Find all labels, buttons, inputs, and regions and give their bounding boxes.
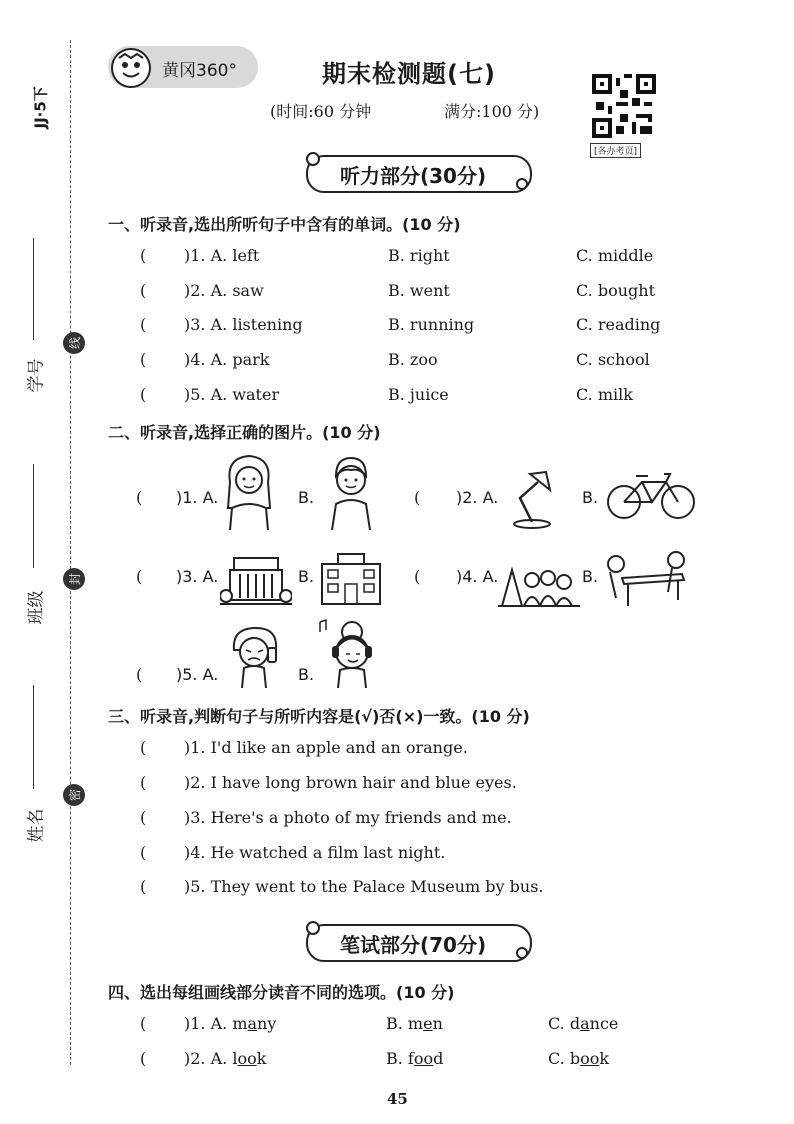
s1-q5-c: C. milk [576,385,633,404]
answer-bracket[interactable]: ( [140,315,147,334]
seal-mark-secret: 密 [63,784,85,806]
s2-q3-a-label: )3. A. [176,567,219,586]
class-line [33,464,34,568]
s1-q1-c: C. middle [576,246,654,265]
s2-q1-b-label: B. [298,488,315,507]
s4-q1-b: B. men [386,1014,443,1033]
s4-q2-b: B. food [386,1049,444,1068]
s1-q2-b: B. went [388,281,450,300]
s2-q3-b-label: B. [298,567,315,586]
name-label: 姓名 [26,808,47,843]
listening-banner-text: 听力部分(30分) [340,164,487,188]
s4-q2-a: )2. A. look [184,1049,267,1068]
girl-long-hair-icon [220,452,278,532]
s3-q5: )5. They went to the Palace Museum by bus. [184,877,544,896]
seal-mark-seal: 封 [63,568,85,590]
s2-q4-b-label: B. [582,567,599,586]
student-id-label: 学号 [26,358,47,393]
picnic-group-icon [498,550,580,608]
qr-caption: [各办考页] [590,143,641,158]
s2-q2-a-label: )2. A. [456,488,499,507]
answer-bracket[interactable]: ( [140,281,147,300]
answer-bracket[interactable]: ( [414,488,421,507]
banner-ornament-left [306,921,320,935]
s1-q5-b: B. juice [388,385,449,404]
s1-q4-a: )4. A. park [184,350,270,369]
s4-q1-c: C. dance [548,1014,619,1033]
binding-dashed-line [70,40,71,1065]
answer-bracket[interactable]: ( [140,738,147,757]
s2-q2-b-label: B. [582,488,599,507]
section2-heading: 二、听录音,选择正确的图片。(10 分) [108,423,381,442]
writing-banner-text: 笔试部分(70分) [340,933,487,957]
answer-bracket[interactable]: ( [140,877,147,896]
answer-bracket[interactable]: ( [136,665,143,684]
school-building-icon [318,550,384,606]
brand-text: 黄冈360° [162,61,237,81]
s1-q3-a: )3. A. listening [184,315,303,334]
museum-building-icon [220,552,292,606]
sad-girl-phone-icon [226,624,286,690]
answer-bracket[interactable]: ( [140,808,147,827]
girl-headphones-icon [316,618,380,690]
s1-q4-c: C. school [576,350,650,369]
banner-ornament-left [306,152,320,166]
s3-q3: )3. Here's a photo of my friends and me. [184,808,512,827]
s4-q2-c: C. book [548,1049,610,1068]
s2-q4-a-label: )4. A. [456,567,499,586]
section1-heading: 一、听录音,选出所听句子中含有的单词。(10 分) [108,215,461,234]
answer-bracket[interactable]: ( [414,567,421,586]
s3-q4: )4. He watched a film last night. [184,843,446,862]
name-line [33,685,34,789]
s1-q1-b: B. right [388,246,450,265]
s3-q1: )1. I'd like an apple and an orange. [184,738,468,757]
answer-bracket[interactable]: ( [140,1049,147,1068]
qr-code-icon[interactable] [592,74,656,138]
answer-bracket[interactable]: ( [140,385,147,404]
answer-bracket[interactable]: ( [140,843,147,862]
class-label: 班级 [26,590,47,625]
s1-q3-b: B. running [388,315,475,334]
answer-bracket[interactable]: ( [140,246,147,265]
s1-q1-a: )1. A. left [184,246,260,265]
s4-q1-a: )1. A. many [184,1014,277,1033]
section4-heading: 四、选出每组画线部分读音不同的选项。(10 分) [108,983,455,1002]
s1-q2-a: )2. A. saw [184,281,264,300]
section3-heading: 三、听录音,判断句子与所听内容是(√)否(×)一致。(10 分) [108,707,530,726]
time-label: (时间:60 分钟 [270,102,372,121]
table-tennis-icon [602,548,690,608]
answer-bracket[interactable]: ( [136,567,143,586]
answer-bracket[interactable]: ( [140,1014,147,1033]
s1-q3-c: C. reading [576,315,661,334]
answer-bracket[interactable]: ( [140,350,147,369]
s1-q2-c: C. bought [576,281,655,300]
s3-q2: )2. I have long brown hair and blue eyes. [184,773,517,792]
brand-mascot-icon [111,48,151,88]
page-number: 45 [387,1090,408,1108]
seal-mark-line: 线 [63,332,85,354]
banner-ornament-right [516,178,528,190]
answer-bracket[interactable]: ( [140,773,147,792]
answer-bracket[interactable]: ( [136,488,143,507]
s2-q1-a-label: )1. A. [176,488,219,507]
page-title: 期末检测题(七) [322,60,496,88]
desk-lamp-icon [506,468,554,530]
s2-q5-b-label: B. [298,665,315,684]
s2-q5-a-label: )5. A. [176,665,219,684]
grade-label: JJ·5下 [31,86,50,129]
bicycle-icon [606,466,696,522]
s1-q5-a: )5. A. water [184,385,280,404]
boy-icon [326,454,376,532]
score-label: 满分:100 分) [444,102,540,121]
s1-q4-b: B. zoo [388,350,438,369]
banner-ornament-right [516,947,528,959]
student-id-line [33,238,34,340]
